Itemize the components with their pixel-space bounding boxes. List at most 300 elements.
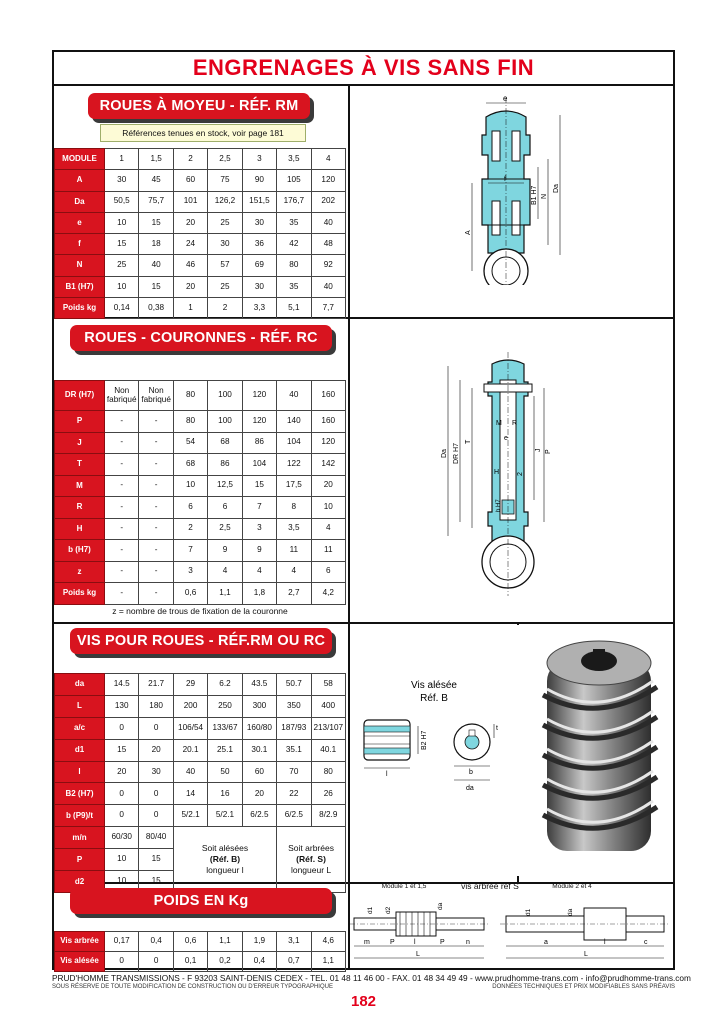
rm-cell: 30 xyxy=(105,170,139,191)
rc-cell: 10 xyxy=(311,497,345,519)
rm-cell: 101 xyxy=(173,191,207,212)
rc-cell: 7 xyxy=(173,540,207,562)
rc-row-label: Poids kg xyxy=(55,583,105,605)
rm-cell: 46 xyxy=(173,255,207,276)
rm-cell: 20 xyxy=(173,276,207,297)
rm-row xyxy=(55,170,346,191)
vis-row xyxy=(55,717,346,739)
rc-row-label: z xyxy=(55,561,105,583)
rm-cell: 3,3 xyxy=(242,298,276,319)
vis-cell: 25.1 xyxy=(208,739,242,761)
poids-cell: 0,6 xyxy=(173,932,207,952)
rm-cell: 35 xyxy=(277,276,311,297)
rc-cell: 7 xyxy=(242,497,276,519)
rc-cell: - xyxy=(139,583,173,605)
vis-merged-bored-l1: Soit alésées xyxy=(201,842,249,853)
rm-cell: 15 xyxy=(139,212,173,233)
rc-row xyxy=(55,497,346,519)
rm-cell: 42 xyxy=(277,234,311,255)
vis-cell: 80 xyxy=(311,761,345,783)
rc-cell: 4 xyxy=(242,561,276,583)
vis-cell: 20 xyxy=(105,761,139,783)
poids-row xyxy=(55,932,346,952)
vis-cell: 0 xyxy=(105,783,139,805)
vis-cell: 213/107 xyxy=(311,717,345,739)
rm-banner: ROUES À MOYEU - RÉF. RM xyxy=(88,93,310,119)
vis-row-label: m/n xyxy=(55,827,105,849)
rm-cell: 60 xyxy=(173,170,207,191)
rc-cell: 2,7 xyxy=(277,583,311,605)
rc-cell: - xyxy=(105,411,139,433)
vis-cell: 60 xyxy=(242,761,276,783)
rm-cell: 120 xyxy=(311,170,345,191)
rm-cell: 126,2 xyxy=(208,191,242,212)
rm-row-label: f xyxy=(55,234,105,255)
vis-merged-shaft-l1: Soit arbrées xyxy=(288,842,334,853)
rm-dim-e: e xyxy=(503,95,508,103)
page-title: ENGRENAGES À VIS SANS FIN xyxy=(54,52,673,86)
rm-cell: 10 xyxy=(105,212,139,233)
vis-cell: 60/30 xyxy=(105,827,139,849)
rm-cell: 18 xyxy=(139,234,173,255)
rc-cell: 104 xyxy=(242,454,276,476)
vis-cell: 106/54 xyxy=(173,717,207,739)
vis-row xyxy=(55,783,346,805)
poids-cell: 1,1 xyxy=(208,932,242,952)
shaft-drawing-small xyxy=(350,894,490,966)
rc-header-cell: 160 xyxy=(311,381,345,411)
vis-row-label: da xyxy=(55,674,105,696)
rc-cell: 104 xyxy=(277,432,311,454)
rc-cell: - xyxy=(139,432,173,454)
rc-cell: 2 xyxy=(173,518,207,540)
vis-dim-t: t xyxy=(496,725,498,732)
rm-table xyxy=(54,148,346,319)
rm-cell: 1 xyxy=(105,149,139,170)
vis-cell: 40 xyxy=(173,761,207,783)
shaft-caption-center: vis arbrée ref S xyxy=(461,881,519,891)
rm-cell: 48 xyxy=(311,234,345,255)
rc-dim-e: e xyxy=(504,435,508,442)
rc-header-cell: 120 xyxy=(242,381,276,411)
rc-cell: 68 xyxy=(173,454,207,476)
vis-merged-shaft-l3: longueur L xyxy=(290,865,332,876)
rm-row-label: N xyxy=(55,255,105,276)
rm-cell: 0,38 xyxy=(139,298,173,319)
rc-cell: 6 xyxy=(173,497,207,519)
rm-cell: 15 xyxy=(105,234,139,255)
rm-cell: 2 xyxy=(208,298,242,319)
rc-cell: - xyxy=(105,518,139,540)
rc-row xyxy=(55,540,346,562)
vis-cell: 43.5 xyxy=(242,674,276,696)
rc-row xyxy=(55,561,346,583)
rc-dim-m: M xyxy=(496,420,502,427)
vis-cell: 6/2.5 xyxy=(277,805,311,827)
rm-cell: 36 xyxy=(242,234,276,255)
rc-row xyxy=(55,411,346,433)
rc-cell: - xyxy=(105,432,139,454)
rc-crown-drawing xyxy=(420,352,620,597)
shaft-s-dim-m: m xyxy=(364,939,370,946)
rc-cell: 4 xyxy=(311,518,345,540)
rc-cell: 3 xyxy=(242,518,276,540)
vis-cell: 0 xyxy=(139,783,173,805)
poids-cell: 4,6 xyxy=(311,932,345,952)
rc-cell: 86 xyxy=(242,432,276,454)
rm-cell: 40 xyxy=(311,276,345,297)
vis-cell: 130 xyxy=(105,695,139,717)
shaft-drawing-large xyxy=(500,894,670,966)
rm-wheel-drawing xyxy=(420,95,620,285)
shaft-l-dim-L: L xyxy=(584,951,588,958)
poids-cell: 0,4 xyxy=(242,952,276,972)
vis-cell: 15 xyxy=(139,849,173,871)
rc-cell: - xyxy=(105,540,139,562)
vis-row-label: d2 xyxy=(55,871,105,893)
rm-cell: 30 xyxy=(242,276,276,297)
rc-cell: 4,2 xyxy=(311,583,345,605)
vis-banner: VIS POUR ROUES - RÉF.RM OU RC xyxy=(70,628,332,654)
vis-merged-bored xyxy=(173,827,276,893)
vis-cell: 200 xyxy=(173,695,207,717)
vis-cell: 8/2.9 xyxy=(311,805,345,827)
rm-cell: 7,7 xyxy=(311,298,345,319)
vis-dim-da: da xyxy=(466,785,474,792)
rm-cell: 10 xyxy=(105,276,139,297)
rm-cell: 69 xyxy=(242,255,276,276)
footer-price-note: DONNÉES TECHNIQUES ET PRIX MODIFIABLES SANS PRÉAVIS xyxy=(492,984,675,990)
vis-cell: 0 xyxy=(105,717,139,739)
rc-header-cell: 40 xyxy=(277,381,311,411)
vis-cell: 6/2.5 xyxy=(242,805,276,827)
shaft-s-dim-da: da xyxy=(437,902,444,910)
vis-row-label: l xyxy=(55,761,105,783)
rm-dim-a: A xyxy=(465,230,472,235)
vis-cell: 5/2.1 xyxy=(208,805,242,827)
shaft-caption-left: Module 1 et 1,5 xyxy=(381,883,427,890)
vis-cell: 26 xyxy=(311,783,345,805)
vis-cell: 160/80 xyxy=(242,717,276,739)
rm-cell: 30 xyxy=(208,234,242,255)
rc-cell: 11 xyxy=(311,540,345,562)
rm-cell: 75 xyxy=(208,170,242,191)
rc-row-label: R xyxy=(55,497,105,519)
vis-cell: 40.1 xyxy=(311,739,345,761)
poids-row-label: Vis arbrée xyxy=(55,932,105,952)
rc-cell: - xyxy=(139,518,173,540)
vis-row xyxy=(55,739,346,761)
rc-dim-p: P xyxy=(545,449,552,454)
poids-row xyxy=(55,952,346,972)
rm-row xyxy=(55,276,346,297)
rm-cell: 24 xyxy=(173,234,207,255)
rc-cell: 142 xyxy=(311,454,345,476)
shaft-l-dim-da: da xyxy=(567,908,574,916)
vis-bored-drawing xyxy=(350,676,515,811)
poids-cell: 0,4 xyxy=(139,932,173,952)
rm-cell: 2,5 xyxy=(208,149,242,170)
rc-cell: 3 xyxy=(173,561,207,583)
rc-cell: - xyxy=(139,454,173,476)
shaft-s-dim-p2: P xyxy=(440,939,445,946)
rc-dim-j: J xyxy=(535,448,542,452)
rc-cell: 100 xyxy=(208,411,242,433)
rm-row xyxy=(55,191,346,212)
vis-row-label: b (P9)/t xyxy=(55,805,105,827)
vis-cell: 20 xyxy=(242,783,276,805)
rc-row-label: T xyxy=(55,454,105,476)
rc-row-label: P xyxy=(55,411,105,433)
rc-cell: - xyxy=(139,497,173,519)
rm-row xyxy=(55,149,346,170)
shaft-l-dim-d1: d1 xyxy=(525,908,532,916)
rc-cell: 54 xyxy=(173,432,207,454)
rc-cell: 9 xyxy=(242,540,276,562)
rc-cell: 8 xyxy=(277,497,311,519)
rm-dim-b1: B1 H7 xyxy=(531,185,538,205)
rc-cell: 1,8 xyxy=(242,583,276,605)
poids-cell: 0,7 xyxy=(277,952,311,972)
rc-row-label: b (H7) xyxy=(55,540,105,562)
rc-cell: 122 xyxy=(277,454,311,476)
vis-cell: 0 xyxy=(105,805,139,827)
rm-row xyxy=(55,298,346,319)
rm-cell: 40 xyxy=(139,255,173,276)
vis-cell: 300 xyxy=(242,695,276,717)
rm-cell: 75,7 xyxy=(139,191,173,212)
rm-cell: 45 xyxy=(139,170,173,191)
rm-cell: 3,5 xyxy=(277,149,311,170)
vis-cell: 6.2 xyxy=(208,674,242,696)
vis-cell: 20.1 xyxy=(173,739,207,761)
rc-row xyxy=(55,518,346,540)
rc-cell: - xyxy=(139,540,173,562)
rm-cell: 15 xyxy=(139,276,173,297)
vis-cell: 0 xyxy=(139,717,173,739)
rm-cell: 1 xyxy=(173,298,207,319)
vis-cell: 133/67 xyxy=(208,717,242,739)
rm-dim-f: f xyxy=(504,176,506,183)
rm-cell: 151,5 xyxy=(242,191,276,212)
rm-cell: 20 xyxy=(173,212,207,233)
shaft-s-dim-d2: d2 xyxy=(385,906,392,914)
vis-row-label: L xyxy=(55,695,105,717)
vis-row xyxy=(55,674,346,696)
rc-cell: 4 xyxy=(277,561,311,583)
rc-row-label: H xyxy=(55,518,105,540)
rc-dim-dr: DR H7 xyxy=(453,442,460,464)
poids-cell: 0,2 xyxy=(208,952,242,972)
vis-drawing-title-2: Réf. B xyxy=(420,693,448,704)
poids-banner: POIDS EN Kg xyxy=(70,888,332,914)
rc-row xyxy=(55,432,346,454)
rm-cell: 0,14 xyxy=(105,298,139,319)
vis-cell: 14.5 xyxy=(105,674,139,696)
rc-cell: 9 xyxy=(208,540,242,562)
rc-dim-2: 2 xyxy=(517,472,524,476)
vis-cell: 14 xyxy=(173,783,207,805)
vis-row xyxy=(55,761,346,783)
vis-table xyxy=(54,673,346,893)
rc-cell: 10 xyxy=(173,475,207,497)
vis-cell: 187/93 xyxy=(277,717,311,739)
rc-cell: 12,5 xyxy=(208,475,242,497)
rm-cell: 25 xyxy=(208,276,242,297)
page-number: 182 xyxy=(350,993,377,1010)
shaft-caption-right: Module 2 et 4 xyxy=(552,883,592,890)
rm-row xyxy=(55,212,346,233)
vis-cell: 58 xyxy=(311,674,345,696)
rm-cell: 30 xyxy=(242,212,276,233)
rc-cell: - xyxy=(105,583,139,605)
rc-cell: 120 xyxy=(242,411,276,433)
rc-header-cell: 100 xyxy=(208,381,242,411)
shaft-l-dim-l: l xyxy=(604,939,606,946)
poids-cell: 0,17 xyxy=(105,932,139,952)
rc-row-label: J xyxy=(55,432,105,454)
vis-cell: 50 xyxy=(208,761,242,783)
rm-row-label: MODULE xyxy=(55,149,105,170)
vis-merged-shaft xyxy=(277,827,346,893)
rm-row-label: e xyxy=(55,212,105,233)
vis-cell: 30.1 xyxy=(242,739,276,761)
rc-cell: 6 xyxy=(311,561,345,583)
rm-cell: 40 xyxy=(311,212,345,233)
rc-cell: 120 xyxy=(311,432,345,454)
vis-cell: 80/40 xyxy=(139,827,173,849)
worm-screw-photo xyxy=(517,625,673,876)
rc-cell: 2,5 xyxy=(208,518,242,540)
rc-dim-t: T xyxy=(465,439,472,444)
vis-cell: 250 xyxy=(208,695,242,717)
rm-cell: 1,5 xyxy=(139,149,173,170)
vis-cell: 5/2.1 xyxy=(173,805,207,827)
shaft-s-dim-p: P xyxy=(390,939,395,946)
rm-cell: 2 xyxy=(173,149,207,170)
rc-cell: 140 xyxy=(277,411,311,433)
vis-cell: 29 xyxy=(173,674,207,696)
shaft-s-dim-d1: d1 xyxy=(367,906,374,914)
rc-row xyxy=(55,475,346,497)
rc-banner: ROUES - COURONNES - RÉF. RC xyxy=(70,325,332,351)
vis-cell: 0 xyxy=(139,805,173,827)
vis-merged-bored-l2: (Réf. B) xyxy=(209,854,241,864)
rc-cell: - xyxy=(105,454,139,476)
rm-cell: 176,7 xyxy=(277,191,311,212)
poids-row-label: Vis alésée xyxy=(55,952,105,972)
rc-cell: - xyxy=(139,475,173,497)
vis-drawing-title-1: Vis alésée xyxy=(411,680,457,691)
rm-cell: 90 xyxy=(242,170,276,191)
rc-header-cell: 80 xyxy=(173,381,207,411)
vis-merged-shaft-l2: (Réf. S) xyxy=(296,854,326,864)
column-divider xyxy=(348,86,350,970)
vis-row-label: B2 (H7) xyxy=(55,783,105,805)
rc-cell: 6 xyxy=(208,497,242,519)
vis-cell: 21.7 xyxy=(139,674,173,696)
rc-header-cell: Non fabriqué xyxy=(105,381,139,411)
footer-disclaimer: SOUS RÉSERVE DE TOUTE MODIFICATION DE CONSTRUCTION OU D'ERREUR TYPOGRAPHIQUE xyxy=(52,984,333,990)
vis-dim-l: l xyxy=(386,771,388,778)
vis-cell: 10 xyxy=(105,871,139,893)
vis-row xyxy=(55,695,346,717)
rm-row-label: B1 (H7) xyxy=(55,276,105,297)
shaft-l-dim-a: a xyxy=(544,939,548,946)
rm-dim-da: Da xyxy=(553,184,560,193)
vis-cell: 400 xyxy=(311,695,345,717)
rm-cell: 25 xyxy=(208,212,242,233)
poids-cell: 0,1 xyxy=(173,952,207,972)
rc-cell: 86 xyxy=(208,454,242,476)
rm-cell: 92 xyxy=(311,255,345,276)
rc-row-label: M xyxy=(55,475,105,497)
rc-cell: 17,5 xyxy=(277,475,311,497)
poids-cell: 3,1 xyxy=(277,932,311,952)
vis-dim-b: b xyxy=(469,769,473,776)
footer-contact: PRUD'HOMME TRANSMISSIONS - F 93203 SAINT-DENIS CEDEX - TEL. 01 48 11 46 00 - FAX. 01 48 34 49 49 - www.prudhomme-trans.com - info@prudhomme-trans.com xyxy=(52,973,691,983)
rc-header-cell: Non fabriqué xyxy=(139,381,173,411)
vis-cell: 180 xyxy=(139,695,173,717)
poids-cell: 1,1 xyxy=(311,952,345,972)
rc-z-note: z = nombre de trous de fixation de la couronne xyxy=(112,606,288,616)
rc-cell: 4 xyxy=(208,561,242,583)
rc-dim-b: b H7 xyxy=(496,499,502,512)
rm-row-label: Da xyxy=(55,191,105,212)
vis-merged-bored-l3: longueur l xyxy=(206,865,244,876)
rc-table xyxy=(54,380,346,605)
vis-cell: 16 xyxy=(208,783,242,805)
rc-dim-h: H xyxy=(494,469,500,476)
rc-cell: 11 xyxy=(277,540,311,562)
vis-dim-b2: B2 H7 xyxy=(421,730,428,750)
rc-cell: - xyxy=(139,411,173,433)
vis-cell: 15 xyxy=(105,739,139,761)
vis-cell: 350 xyxy=(277,695,311,717)
poids-cell: 1,9 xyxy=(242,932,276,952)
rm-row-label: A xyxy=(55,170,105,191)
vis-cell: 70 xyxy=(277,761,311,783)
rm-cell: 57 xyxy=(208,255,242,276)
rc-cell: - xyxy=(105,561,139,583)
rm-row xyxy=(55,234,346,255)
rm-cell: 105 xyxy=(277,170,311,191)
rc-cell: 15 xyxy=(242,475,276,497)
poids-cell: 0 xyxy=(105,952,139,972)
rm-cell: 25 xyxy=(105,255,139,276)
vis-row-label: d1 xyxy=(55,739,105,761)
vis-cell: 10 xyxy=(105,849,139,871)
rc-cell: 0,6 xyxy=(173,583,207,605)
vis-row-label: P xyxy=(55,849,105,871)
rm-cell: 5,1 xyxy=(277,298,311,319)
rc-cell: 68 xyxy=(208,432,242,454)
shaft-l-dim-c: c xyxy=(644,939,648,946)
rc-cell: 160 xyxy=(311,411,345,433)
rm-dim-n: N xyxy=(541,193,548,199)
vis-cell: 30 xyxy=(139,761,173,783)
rc-row-label: DR (H7) xyxy=(55,381,105,411)
section-divider-2 xyxy=(54,622,673,624)
vis-cell: 15 xyxy=(139,871,173,893)
vis-row-label: a/c xyxy=(55,717,105,739)
vis-cell: 22 xyxy=(277,783,311,805)
vis-cell: 50.7 xyxy=(277,674,311,696)
rc-cell: 1,1 xyxy=(208,583,242,605)
rc-cell: - xyxy=(105,475,139,497)
shaft-s-dim-n: n xyxy=(466,939,470,946)
rm-cell: 3 xyxy=(242,149,276,170)
